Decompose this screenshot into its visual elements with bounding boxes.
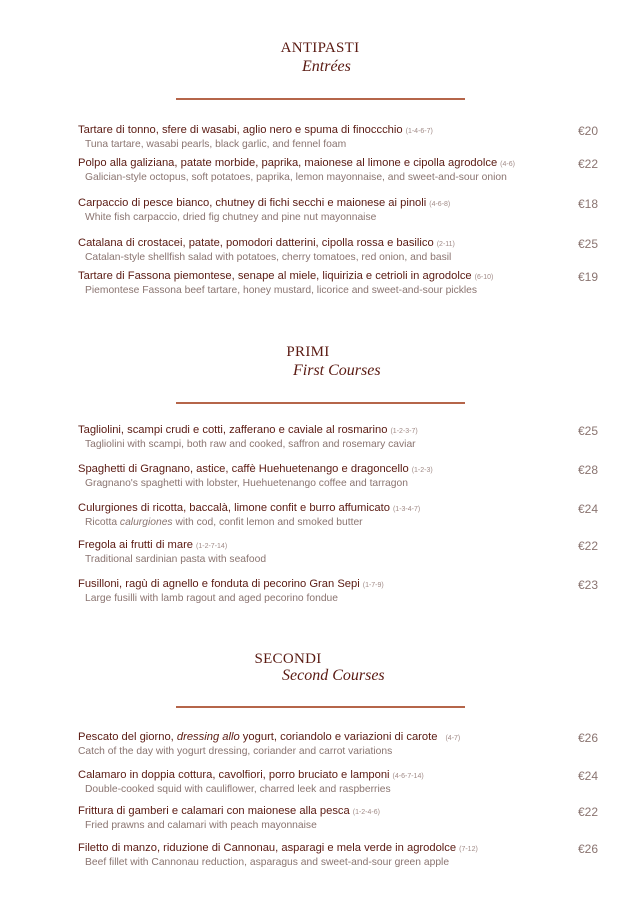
item-description: Fried prawns and calamari with peach mayonnaise: [85, 820, 317, 831]
item-description: Piemontese Fassona beef tartare, honey mustard, licorice and sweet-and-sour pickles: [85, 285, 478, 296]
menu-item: [78, 731, 598, 758]
menu-item: [78, 463, 598, 490]
item-price: €20: [577, 124, 598, 138]
item-name: Filetto di manzo, riduzione di Cannonau, asparagi e mela verde in agrodolce: [78, 842, 457, 854]
item-description: Catch of the day with yogurt dressing, coriander and carrot variations: [78, 746, 393, 757]
menu-item: [78, 424, 598, 451]
section-title-antipasti: ANTIPASTI: [280, 40, 360, 56]
item-price: €24: [577, 769, 598, 783]
item-price: €26: [577, 842, 598, 856]
section-divider: [176, 402, 465, 404]
item-price: €28: [577, 463, 598, 477]
item-allergens: (1-7-9): [362, 582, 384, 589]
item-name: yogurt, coriandolo e variazioni di carote: [239, 731, 438, 743]
section-title-secondi: SECONDI: [254, 651, 322, 667]
item-description: Beef fillet with Cannonau reduction, asparagus and sweet-and-sour green apple: [85, 857, 450, 868]
item-allergens: (2-11): [436, 241, 455, 248]
item-allergens: (1-3-4-7): [392, 506, 421, 513]
item-price: €22: [577, 539, 598, 553]
item-allergens: (1-2-7-14): [196, 543, 228, 550]
menu-item: [78, 769, 598, 796]
item-description: White fish carpaccio, dried fig chutney and pine nut mayonnaise: [85, 212, 377, 223]
menu-item: [78, 157, 598, 184]
desc-text: Ricotta: [85, 517, 120, 528]
item-price: €25: [577, 424, 598, 438]
section-divider: [176, 706, 465, 708]
item-description: Tuna tartare, wasabi pearls, black garlic, and fennel foam: [85, 139, 347, 150]
menu-item: [78, 539, 598, 566]
item-allergens: (1-2-4-6): [352, 809, 380, 816]
menu-item: [78, 237, 598, 264]
section-title-primi: PRIMI: [286, 344, 330, 360]
item-allergens: (4-6-8): [429, 201, 451, 208]
item-description: Catalan-style shellfish salad with potatoes, cherry tomatoes, red onion, and basil: [85, 252, 452, 263]
item-price: €22: [577, 805, 598, 819]
item-allergens: (4-7): [445, 735, 461, 742]
section-divider: [176, 98, 465, 100]
item-price: €24: [577, 502, 598, 516]
item-name: Calamaro in doppia cottura, cavolfiori, porro bruciato e lamponi: [78, 769, 390, 781]
item-name: Tartare di tonno, sfere di wasabi, aglio nero e spuma di finoccchio: [78, 124, 403, 136]
item-allergens: (1-2-3): [411, 467, 433, 474]
item-allergens: (1-4-6-7): [405, 128, 433, 135]
item-description: Gragnano's spaghetti with lobster, Huehuetenango coffee and tarragon: [85, 478, 408, 489]
item-name: Spaghetti di Gragnano, astice, caffè Huehuetenango e dragoncello: [78, 463, 409, 475]
item-name: Pescato del giorno,: [78, 731, 177, 743]
desc-text: with cod, confit lemon and smoked butter: [172, 517, 363, 528]
item-description: Galician-style octopus, soft potatoes, paprika, lemon mayonnaise, and sweet-and-sour onion: [85, 172, 507, 183]
section-subtitle-primi: First Courses: [293, 362, 381, 379]
item-name: Polpo alla galiziana, patate morbide, paprika, maionese al limone e cipolla agrodolce: [78, 157, 498, 169]
item-description: Tagliolini with scampi, both raw and cooked, saffron and rosemary caviar: [85, 439, 416, 450]
menu-item: [78, 578, 598, 605]
menu-item: [78, 502, 598, 529]
item-name: Tagliolini, scampi crudi e cotti, zafferano e caviale al rosmarino: [78, 424, 388, 436]
item-name: Catalana di crostacei, patate, pomodori datterini, cipolla rossa e basilico: [78, 237, 434, 249]
item-price: €26: [577, 731, 598, 745]
item-price: €23: [577, 578, 598, 592]
item-price: €22: [577, 157, 598, 171]
item-name-italic: dressing allo: [176, 731, 240, 743]
desc-italic-text: calurgiones: [119, 517, 173, 528]
item-name: Frittura di gamberi e calamari con maionese alla pesca: [78, 805, 350, 817]
item-allergens: (1-2-3-7): [390, 428, 418, 435]
item-description: Large fusilli with lamb ragout and aged pecorino fondue: [85, 593, 339, 604]
item-allergens: (6-10): [474, 274, 494, 281]
menu-item: [78, 270, 598, 297]
item-name: Tartare di Fassona piemontese, senape al miele, liquirizia e cetrioli in agrodolce: [78, 270, 472, 282]
menu-item: [78, 124, 598, 151]
item-description: Traditional sardinian pasta with seafood: [85, 554, 267, 565]
item-name: Fregola ai frutti di mare: [78, 539, 194, 551]
item-name: Fusilloni, ragù di agnello e fonduta di pecorino Gran Sepi: [78, 578, 360, 590]
item-description: [85, 516, 598, 529]
item-description: Double-cooked squid with cauliflower, charred leek and raspberries: [85, 784, 391, 795]
item-allergens: (4-6-7-14): [392, 773, 424, 780]
item-allergens: (7-12): [459, 846, 478, 853]
menu-item: [78, 197, 598, 224]
item-price: €25: [577, 237, 598, 251]
menu-item: [78, 805, 598, 832]
item-name: Carpaccio di pesce bianco, chutney di fichi secchi e maionese ai pinoli: [78, 197, 427, 209]
item-allergens: (4-6): [500, 161, 515, 168]
item-name: Culurgiones di ricotta, baccalà, limone confit e burro affumicato: [78, 502, 390, 514]
item-price: €18: [577, 197, 598, 211]
menu-item: [78, 842, 598, 869]
item-price: €19: [577, 270, 598, 284]
section-subtitle-antipasti: Entrées: [302, 58, 351, 75]
section-subtitle-secondi: Second Courses: [282, 667, 385, 684]
